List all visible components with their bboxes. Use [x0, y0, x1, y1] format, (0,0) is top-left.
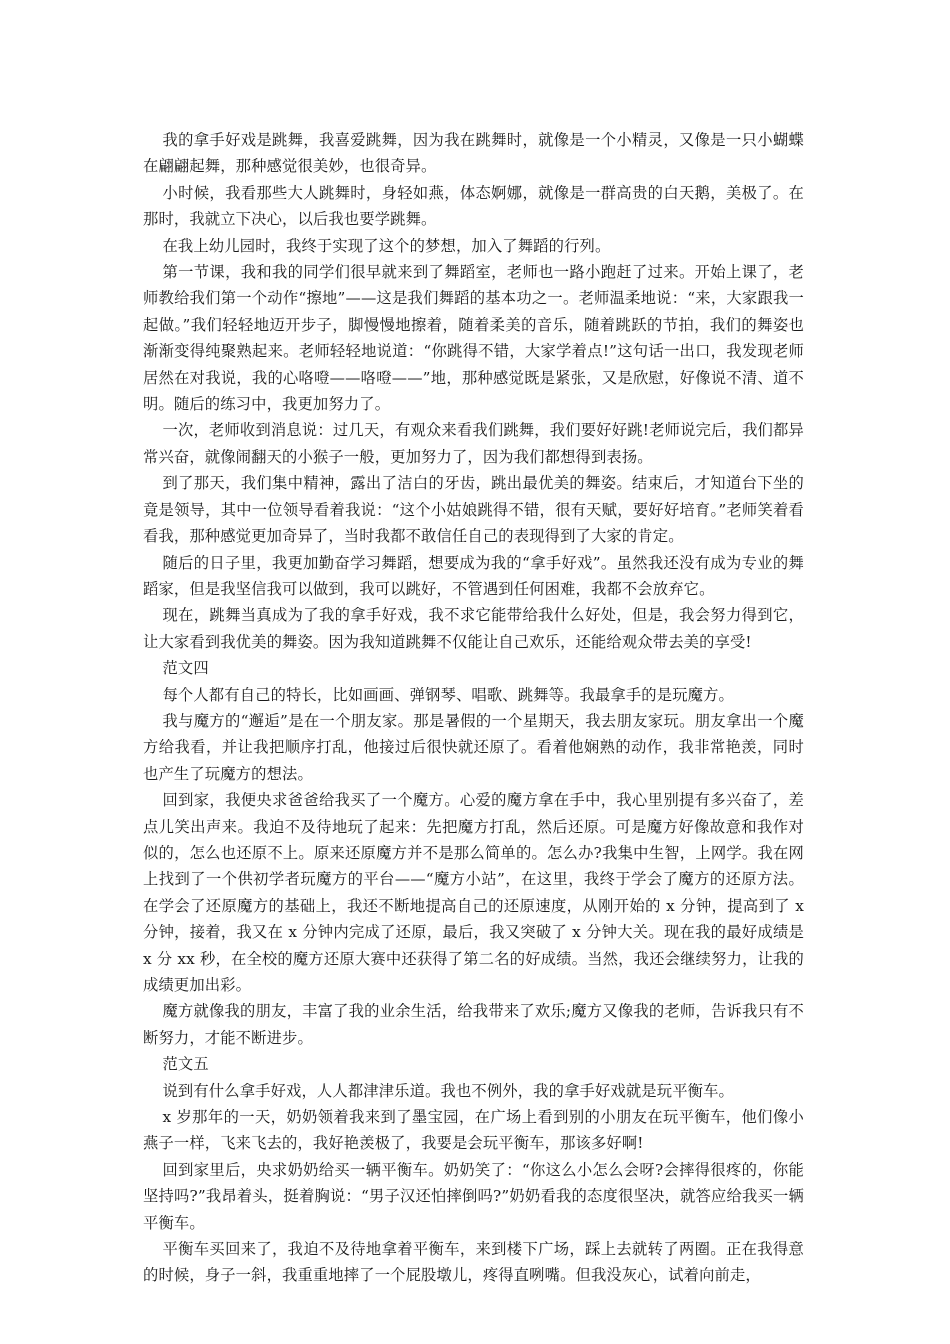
paragraph-kindergarten: 在我上幼儿园时，我终于实现了这个的梦想，加入了舞蹈的行列。 — [162, 236, 611, 255]
paragraph-cube-learning: 回到家，我便央求爸爸给我买了一个魔方。心爱的魔方拿在手中，我心里别提有多兴奋了，差点儿笑出声来。我迫不及待地玩了起来：先把魔方打乱，然后还原。可是魔方好像故意和我作对似的，怎么也还原不上。原来还原魔方并不是那么简单的。怎么办?我集中生智，上网学。我在网上找到了一个供初学者玩魔方的平台——“魔方小站”，在这里，我终于学会了魔方的还原方法。在学会了还原魔方的基础上，我还不断地提高自己的还原速度，从刚开始的 x 分钟，提高到了 x 分钟，接着，我又在 x 分钟内完成了还原，最后，我又突破了 x 分钟大关。现在我的最好成绩是 x 分 xx 秒，在全校的魔方还原大赛中还获得了第二名的好成绩。当然，我还会继续努力，让我的成绩更加出彩。 — [143, 791, 804, 994]
section-heading-sample-four: 范文四 — [162, 659, 209, 678]
paragraph-cube-conclusion: 魔方就像我的朋友，丰富了我的业余生活，给我带来了欢乐;魔方又像我的老师，告诉我只有不断努力，才能不断进步。 — [143, 1002, 804, 1047]
paragraph-first-lesson: 第一节课，我和我的同学们很早就来到了舞蹈室，老师也一路小跑赶了过来。开始上课了，老师教给我们第一个动作“擦地”——这是我们舞蹈的基本功之一。老师温柔地说：“来，大家跟我一起做。”我们轻轻地迈开步子，脚慢慢地擦着，随着柔美的音乐，随着跳跃的节拍，我们的舞姿也渐渐变得纯聚熟起来。老师轻轻地说道：“你跳得不错，大家学着点!”这句话一出口，我发现老师居然在对我说，我的心咯噔——咯噔——”地，那种感觉既是紧张，又是欣慰，好像说不清、道不明。随后的练习中，我更加努力了。 — [143, 263, 804, 414]
paragraph-audience-news: 一次，老师收到消息说：过几天，有观众来看我们跳舞，我们要好好跳!老师说完后，我们都异常兴奋，就像闹翻天的小猴子一般，更加努力了，因为我们都想得到表扬。 — [143, 421, 804, 466]
paragraph-childhood: 小时候，我看那些大人跳舞时，身轻如燕，体态婀娜，就像是一群高贵的白天鹅，美极了。在那时，我就立下决心，以后我也要学跳舞。 — [143, 183, 804, 229]
section-heading-sample-five: 范文五 — [162, 1055, 209, 1074]
paragraph-balance-intro: 说到有什么拿手好戏，人人都津津乐道。我也不例外，我的拿手好戏就是玩平衡车。 — [162, 1081, 734, 1100]
paragraph-dance-intro: 我的拿手好戏是跳舞，我喜爱跳舞，因为我在跳舞时，就像是一个小精灵，又像是一只小蝴蝶在翩翩起舞，那种感觉很美妙，也很奇异。 — [143, 131, 804, 176]
paragraph-dance-conclusion: 现在，跳舞当真成为了我的拿手好戏，我不求它能带给我什么好处，但是，我会努力得到它，让大家看到我优美的舞姿。因为我知道跳舞不仅能让自己欢乐，还能给观众带去美的享受! — [143, 606, 804, 651]
paragraph-first-ride: 平衡车买回来了，我迫不及待地拿着平衡车，来到楼下广场，踩上去就转了两圈。正在我得意的时候，身子一斜，我重重地摔了一个屁股墩儿，疼得直咧嘴。但我没灰心，试着向前走， — [143, 1240, 804, 1285]
paragraph-performance-day: 到了那天，我们集中精神，露出了洁白的牙齿，跳出最优美的舞姿。结束后，才知道台下坐的竟是领导，其中一位领导看着我说：“这个小姑娘跳得不错，很有天赋，要好好培育。”老师笑着看看我，那种感觉更加奇异了，当时我都不敢信任自己的表现得到了大家的肯定。 — [143, 474, 804, 546]
paragraph-diligent-study: 随后的日子里，我更加勤奋学习舞蹈，想要成为我的“拿手好戏”。虽然我还没有成为专业的舞蹈家，但是我坚信我可以做到，我可以跳好，不管遇到任何困难，我都不会放弃它。 — [143, 553, 804, 598]
paragraph-specialties: 每个人都有自己的特长，比如画画、弹钢琴、唱歌、跳舞等。我最拿手的是玩魔方。 — [162, 685, 734, 704]
article-body — [143, 127, 804, 1289]
paragraph-cube-encounter: 我与魔方的“邂逅”是在一个朋友家。那是暑假的一个星期天，我去朋友家玩。朋友拿出一个魔方给我看，并让我把顺序打乱，他接过后很快就还原了。看着他娴熟的动作，我非常艳羡，同时也产生了玩魔方的想法。 — [143, 711, 804, 783]
paragraph-park-visit: x 岁那年的一天，奶奶领着我来到了墨宝园，在广场上看到别的小朋友在玩平衡车，他们像小燕子一样，飞来飞去的，我好艳羡极了，我要是会玩平衡车，那该多好啊! — [143, 1108, 804, 1153]
paragraph-ask-grandma: 回到家里后，央求奶奶给买一辆平衡车。奶奶笑了：“你这么小怎么会呀?会摔得很疼的，你能坚持吗?”我昂着头，挺着胸说：“男子汉还怕摔倒吗?”奶奶看我的态度很坚决，就答应给我买一辆平衡车。 — [143, 1160, 804, 1232]
